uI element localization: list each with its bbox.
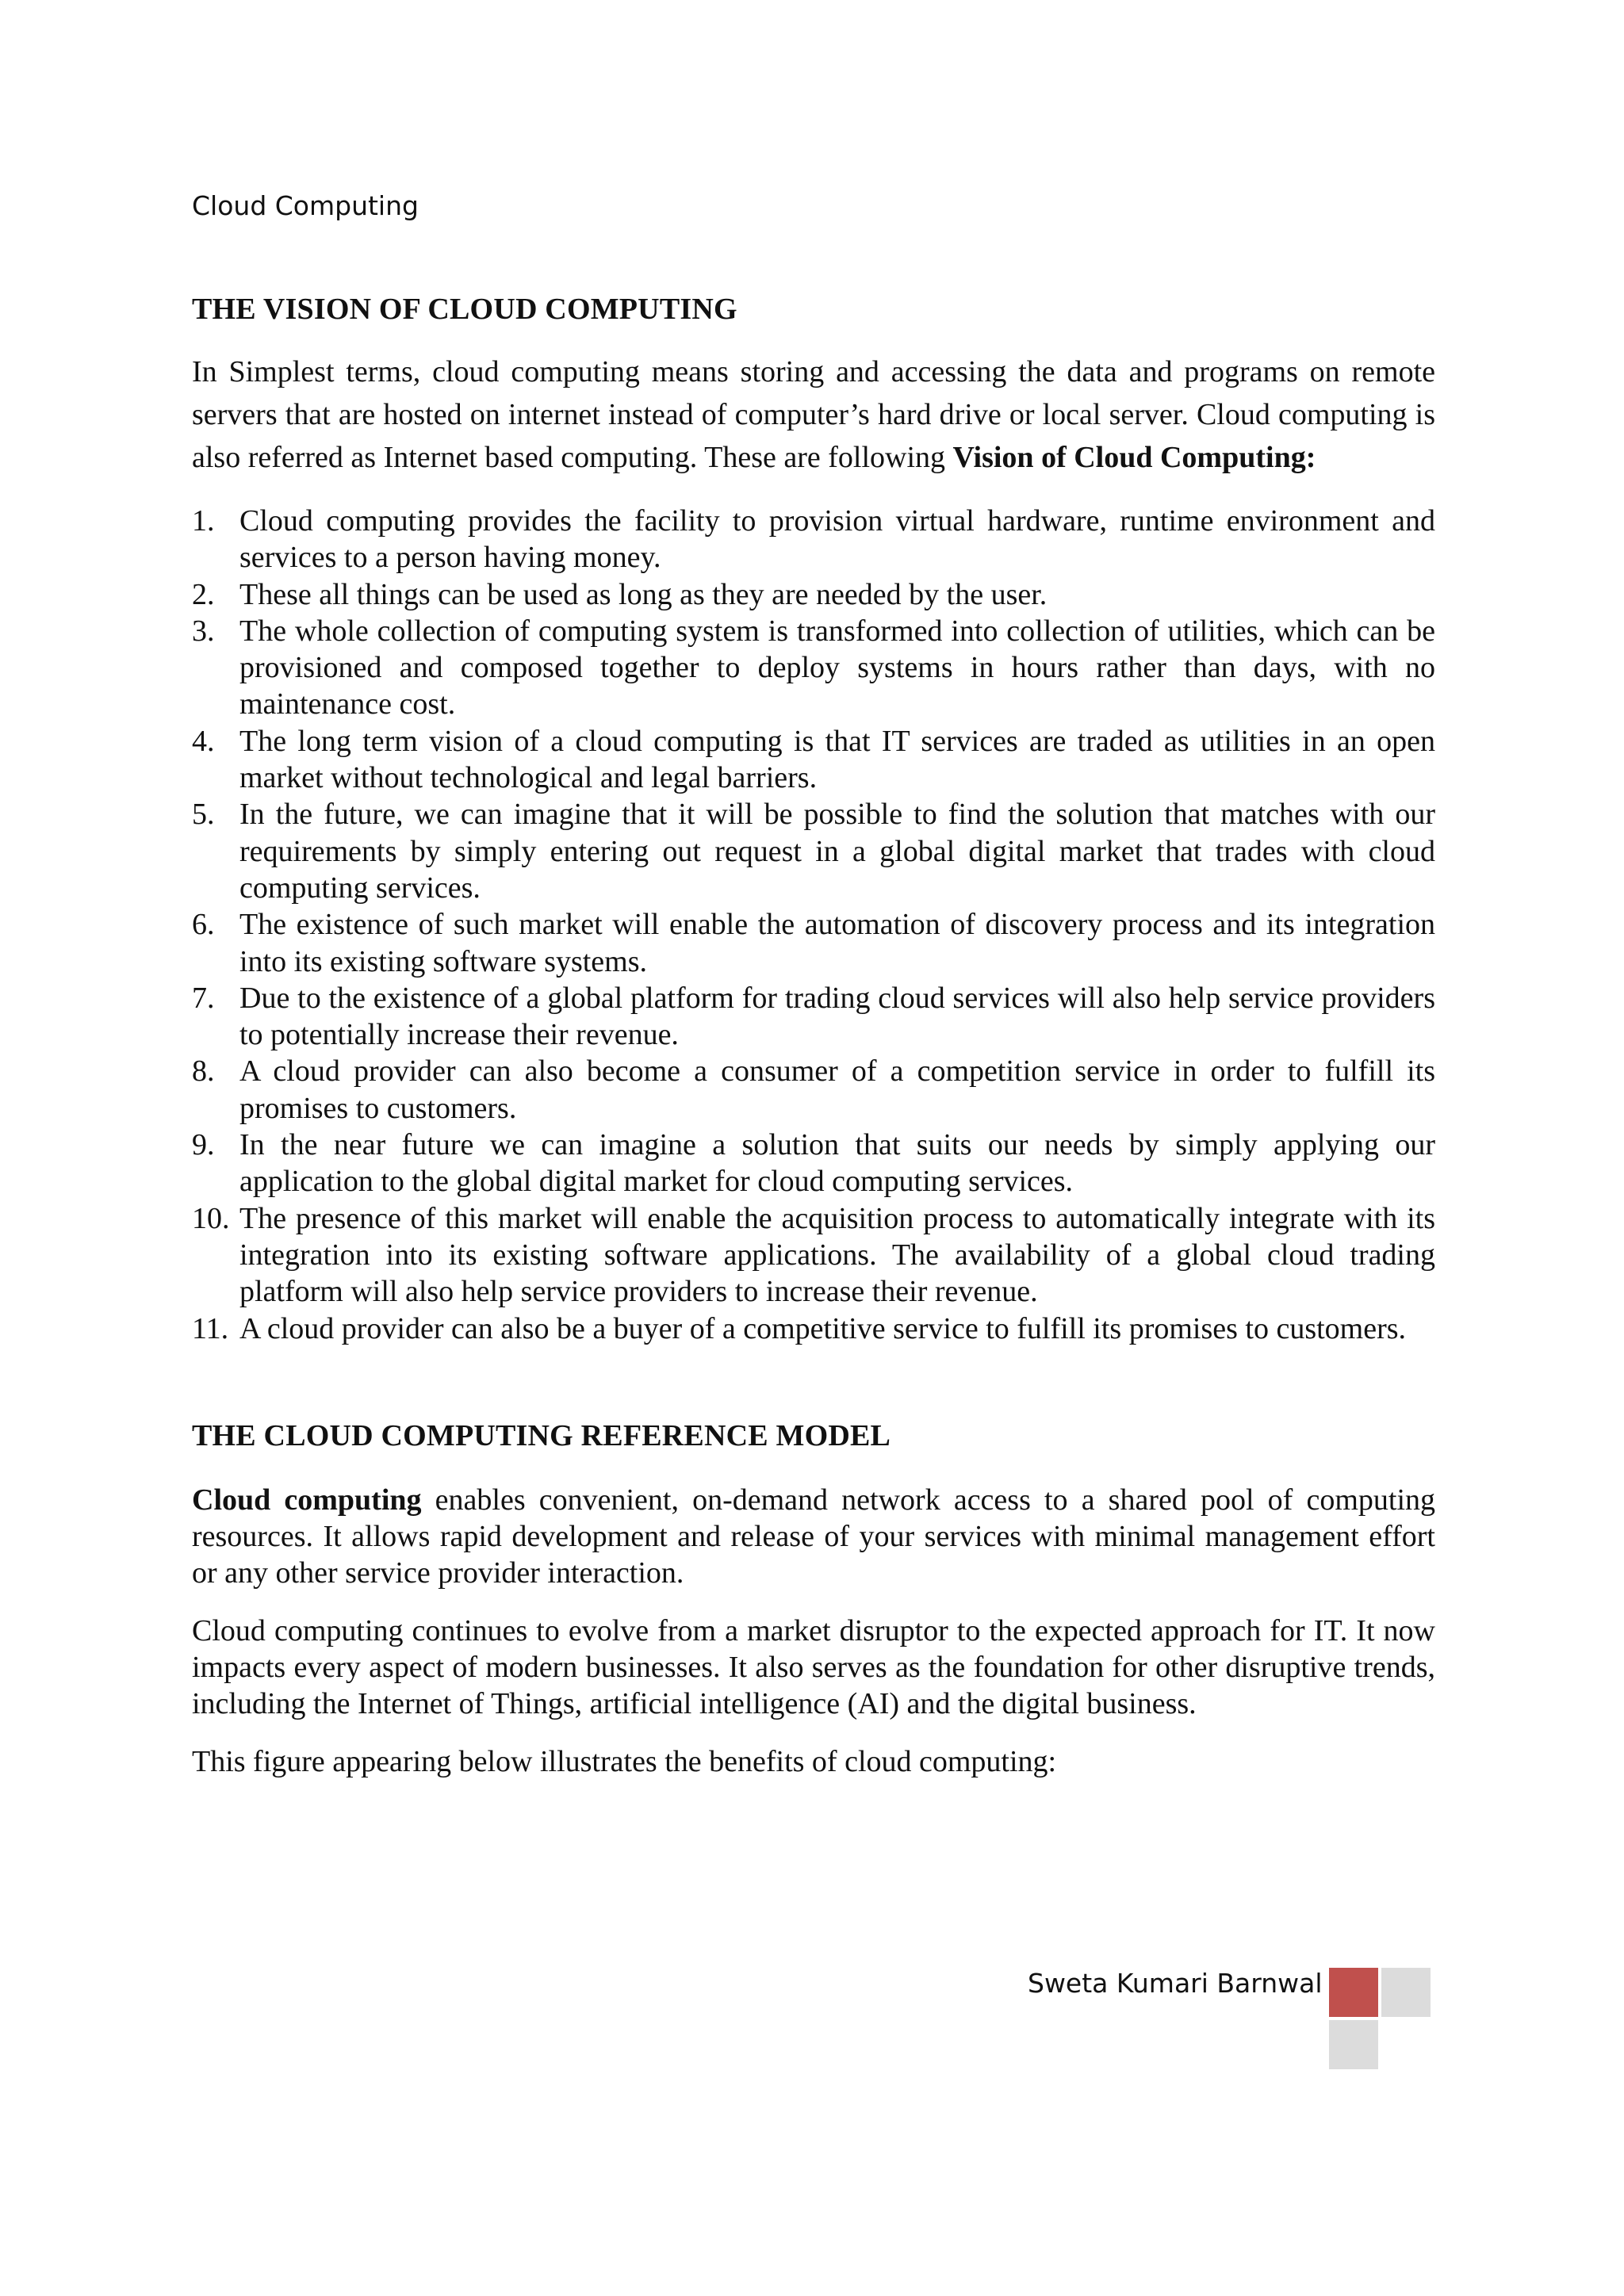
vision-intro-bold: Vision of Cloud Computing: xyxy=(952,441,1316,474)
page-content xyxy=(192,285,1435,1780)
list-item xyxy=(192,1127,1435,1200)
section-title-reference-model: THE CLOUD COMPUTING REFERENCE MODEL xyxy=(192,1418,891,1452)
list-item-number: 11. xyxy=(192,1311,229,1345)
list-item-text: The long term vision of a cloud computing is that IT services are traded as utilities in an open market without technological and legal barriers. xyxy=(239,724,1435,795)
reference-model-paragraph-3: This figure appearing below illustrates the benefits of cloud computing: xyxy=(192,1744,1057,1778)
logo-square-red xyxy=(1329,1968,1378,2017)
list-item-number: 5. xyxy=(192,798,215,832)
reference-model-paragraph-2: Cloud computing continues to evolve from a market disruptor to the expected approach for IT. It now impacts every aspect of modern businesses. It also serves as the foundation for other disruptive trends, including the Internet of Things, artificial intelligence (AI) and the digital business. xyxy=(192,1613,1435,1721)
list-item xyxy=(192,576,1435,613)
logo-square-gray-bottom xyxy=(1329,2020,1378,2069)
list-item xyxy=(192,723,1435,797)
list-item-number: 7. xyxy=(192,981,215,1015)
list-item xyxy=(192,1053,1435,1127)
vision-intro-paragraph xyxy=(192,350,1435,479)
reference-model-paragraph-1 xyxy=(192,1482,1435,1592)
list-item-number: 8. xyxy=(192,1054,215,1089)
list-item xyxy=(192,980,1435,1054)
list-item-text: A cloud provider can also become a consumer of a competition service in order to fulfill its promises to customers. xyxy=(239,1054,1435,1125)
logo-square-gray-right xyxy=(1381,1968,1431,2017)
list-item-text: In the near future we can imagine a solution that suits our needs by simply applying our application to the global digital market for cloud computing services. xyxy=(239,1128,1435,1199)
list-item-number: 10. xyxy=(192,1201,230,1235)
vision-list xyxy=(192,503,1435,1347)
list-item-number: 3. xyxy=(192,614,215,648)
list-item-number: 2. xyxy=(192,577,215,611)
reference-model-text-1: enables convenient, on-demand network access to a shared pool of computing resources. It allows rapid development and release of your services with minimal management effort or any other service provider interaction. xyxy=(192,1483,1436,1590)
list-item-text: Due to the existence of a global platform for trading cloud services will also help service providers to potentially increase their revenue. xyxy=(239,981,1435,1052)
list-item xyxy=(192,613,1435,723)
section-title-vision: THE VISION OF CLOUD COMPUTING xyxy=(192,293,737,326)
list-item-text: In the future, we can imagine that it will be possible to find the solution that matches with our requirements by simply entering out request in a global digital market that trades with cloud computing services. xyxy=(239,798,1435,905)
list-item-number: 4. xyxy=(192,724,215,758)
list-item-text: Cloud computing provides the facility to provision virtual hardware, runtime environment and services to a person having money. xyxy=(239,504,1435,575)
list-item-number: 1. xyxy=(192,504,215,538)
list-item xyxy=(192,1311,1435,1347)
list-item-number: 6. xyxy=(192,908,215,942)
list-item-text: These all things can be used as long as they are needed by the user. xyxy=(239,577,1048,611)
list-item-text: The presence of this market will enable the acquisition process to automatically integrate with its integration into its existing software applications. The availability of a global cloud trading platform will also help service providers to increase their revenue. xyxy=(239,1201,1435,1309)
list-item xyxy=(192,1200,1435,1311)
reference-model-bold-term: Cloud computing xyxy=(192,1483,422,1517)
list-item xyxy=(192,906,1435,980)
list-item xyxy=(192,503,1435,576)
list-item-number: 9. xyxy=(192,1128,215,1162)
list-item-text: The existence of such market will enable the automation of discovery process and its integration into its existing software systems. xyxy=(239,908,1435,978)
list-item-text: The whole collection of computing system is transformed into collection of utilities, which can be provisioned and composed together to deploy systems in hours rather than days, with no maintenance cost. xyxy=(239,614,1435,721)
running-header: Cloud Computing xyxy=(192,190,419,221)
vision-intro-text: In Simplest terms, cloud computing means storing and accessing the data and programs on remote servers that are hosted on internet instead of computer’s hard drive or local server. Cloud computing is also referred as Internet based computing. These are following xyxy=(192,355,1435,474)
footer-author: Sweta Kumari Barnwal xyxy=(1028,1968,1323,1999)
list-item xyxy=(192,796,1435,906)
list-item-text: A cloud provider can also be a buyer of a competitive service to fulfill its promises to customers. xyxy=(239,1311,1407,1345)
footer-logo-squares xyxy=(1329,1968,1431,2069)
